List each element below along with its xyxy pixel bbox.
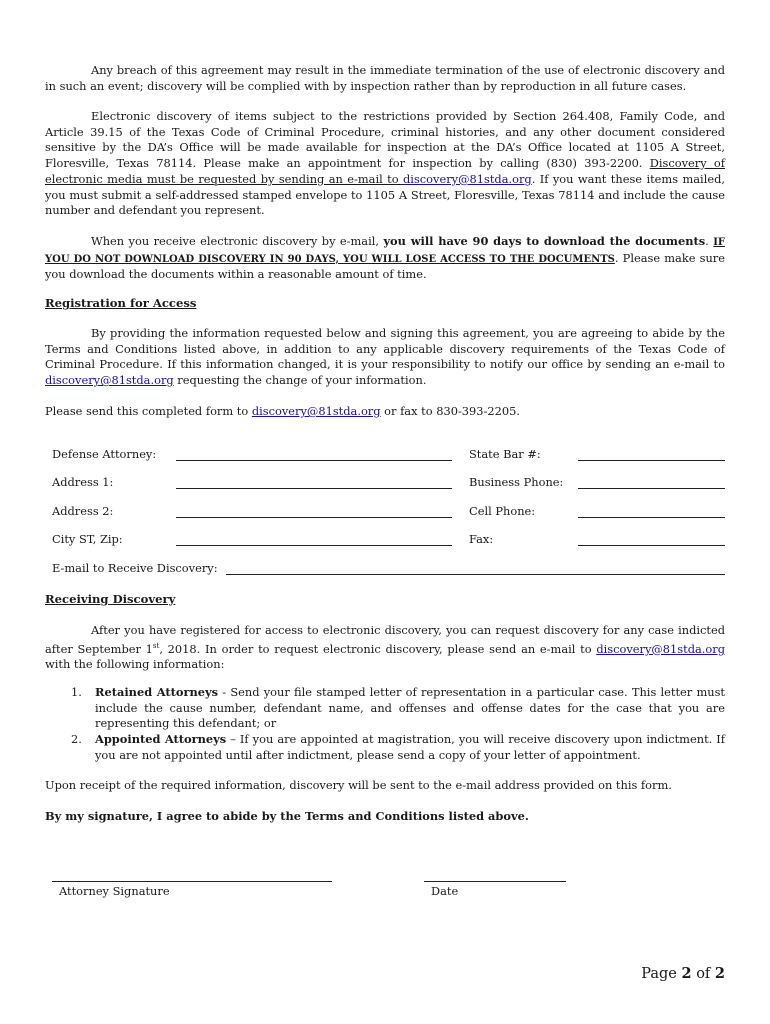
registration-heading: Registration for Access [45, 296, 197, 310]
fax-field[interactable] [578, 545, 725, 546]
cell-phone-field[interactable] [578, 517, 725, 518]
breach-text: Any breach of this agreement may result in the immediate termination of the use of electronic discovery and in such an event; discovery will be complied with by inspection rather than by reproduction in all future cases. [45, 63, 725, 93]
period-text: . [705, 234, 714, 248]
state-bar-field[interactable] [578, 460, 725, 461]
receiving-text: After you have registered for access to electronic discovery, you can request discovery for any case indicted after September 1 [45, 623, 725, 656]
list-item-title: Retained Attorneys [95, 685, 219, 699]
receipt-paragraph [45, 778, 725, 794]
defense-attorney-label: Defense Attorney: [52, 447, 157, 461]
fax-label: Fax: [469, 532, 494, 546]
page-word: Page [641, 966, 677, 982]
list-number: 2. [71, 732, 82, 747]
page-number [641, 965, 725, 982]
send-form-text: Please send this completed form to [45, 404, 252, 418]
discovery-email-link[interactable]: discovery@81stda.org [251, 404, 381, 418]
of-word: of [696, 966, 711, 982]
mailing-instruction-text: . If you want these items mailed, you must submit a self-addressed stamped envelope to 1105 A Street, Floresville, Texas 78114 and include the cause number and defendant you represent. [45, 171, 725, 218]
address2-field[interactable] [176, 517, 452, 518]
request-text: , 2018. In order to request electronic discovery, please send an e-mail to [159, 641, 597, 656]
download-advice-text: . Please make sure you download the documents within a reasonable amount of time. [45, 250, 725, 282]
send-form-paragraph [45, 404, 725, 420]
request-instruction-text: Discovery of electronic media must be requested by sending an e-mail to [45, 156, 725, 186]
download-deadline-paragraph [45, 234, 725, 283]
discovery-email-link[interactable]: discovery@81stda.org [596, 641, 725, 656]
address1-field[interactable] [176, 488, 452, 489]
business-phone-label: Business Phone: [469, 475, 564, 489]
list-number: 1. [71, 685, 82, 699]
cell-phone-label: Cell Phone: [469, 504, 536, 518]
attorney-signature-field[interactable] [52, 881, 332, 882]
date-label: Date [431, 884, 459, 898]
following-text: with the following information: [45, 657, 225, 672]
warning-caps-text: IF YOU DO NOT DOWNLOAD DISCOVERY IN 90 DAYS, YOU WILL LOSE ACCESS TO THE DOCUMENTS [45, 237, 725, 265]
receipt-text: Upon receipt of the required information, discovery will be sent to the e-mail address provided on this form. [45, 778, 672, 792]
business-phone-field[interactable] [578, 488, 725, 489]
electronic-discovery-paragraph [45, 109, 725, 219]
ordinal-suffix: st [152, 641, 160, 650]
list-item-title: Appointed Attorneys [95, 732, 227, 747]
list-item [45, 732, 725, 763]
agreement-text: By my signature, I agree to abide by the Terms and Conditions listed above. [45, 809, 529, 823]
total-pages: 2 [714, 965, 725, 982]
email-field[interactable] [226, 574, 725, 575]
restrictions-text: Electronic discovery of items subject to the restrictions provided by Section 264.408, Family Code, and Article 39.15 of the Texas Code of Criminal Procedure, criminal histories, and any other document considered sensitive by the DA’s Office will be made available for inspection at the DA’s Office located at 1105 A Street, Floresville, Texas 78114. Please make an appointment for inspection by calling (830) 393-2200. [45, 109, 725, 171]
registration-paragraph [45, 326, 725, 389]
current-page: 2 [681, 965, 692, 982]
breach-paragraph [45, 63, 725, 94]
list-item-text: - Send your file stamped letter of representation in a particular case. This letter must include the cause number, defendant name, and offenses and offense dates for the case that you are representing this defendant; or [95, 685, 726, 731]
deadline-bold-text: you will have 90 days to download the documents [383, 234, 706, 248]
registration-text: By providing the information requested below and signing this agreement, you are agreeing to abide by the Terms and Conditions listed above, in addition to any applicable discovery requirements of the Texas Code of Criminal Procedure. If this information changed, it is your responsibility to notify our office by sending an e-mail to [45, 326, 725, 372]
change-info-text: requesting the change of your information. [173, 373, 427, 388]
attorney-type-list [45, 685, 725, 764]
receiving-paragraph [45, 623, 725, 673]
fax-text: or fax to 830-393-2205. [380, 404, 520, 418]
date-field[interactable] [424, 881, 566, 882]
address2-label: Address 2: [52, 504, 114, 518]
list-item-text: – If you are appointed at magistration, you will receive discovery upon indictment. If you are not appointed until after indictment, please send a copy of your letter of appointment. [95, 732, 726, 762]
agreement-statement [45, 809, 725, 825]
defense-attorney-field[interactable] [176, 460, 452, 461]
email-label: E-mail to Receive Discovery: [52, 561, 218, 575]
list-item [45, 685, 725, 732]
receiving-heading: Receiving Discovery [45, 592, 176, 606]
address1-label: Address 1: [52, 475, 114, 489]
discovery-email-link[interactable]: discovery@81stda.org [45, 373, 174, 388]
attorney-signature-label: Attorney Signature [59, 884, 170, 898]
state-bar-label: State Bar #: [469, 447, 541, 461]
receive-text: When you receive electronic discovery by e-mail, [91, 234, 384, 248]
discovery-email-link[interactable]: discovery@81stda.org [403, 171, 532, 186]
city-field[interactable] [176, 545, 452, 546]
city-label: City ST, Zip: [52, 532, 123, 546]
